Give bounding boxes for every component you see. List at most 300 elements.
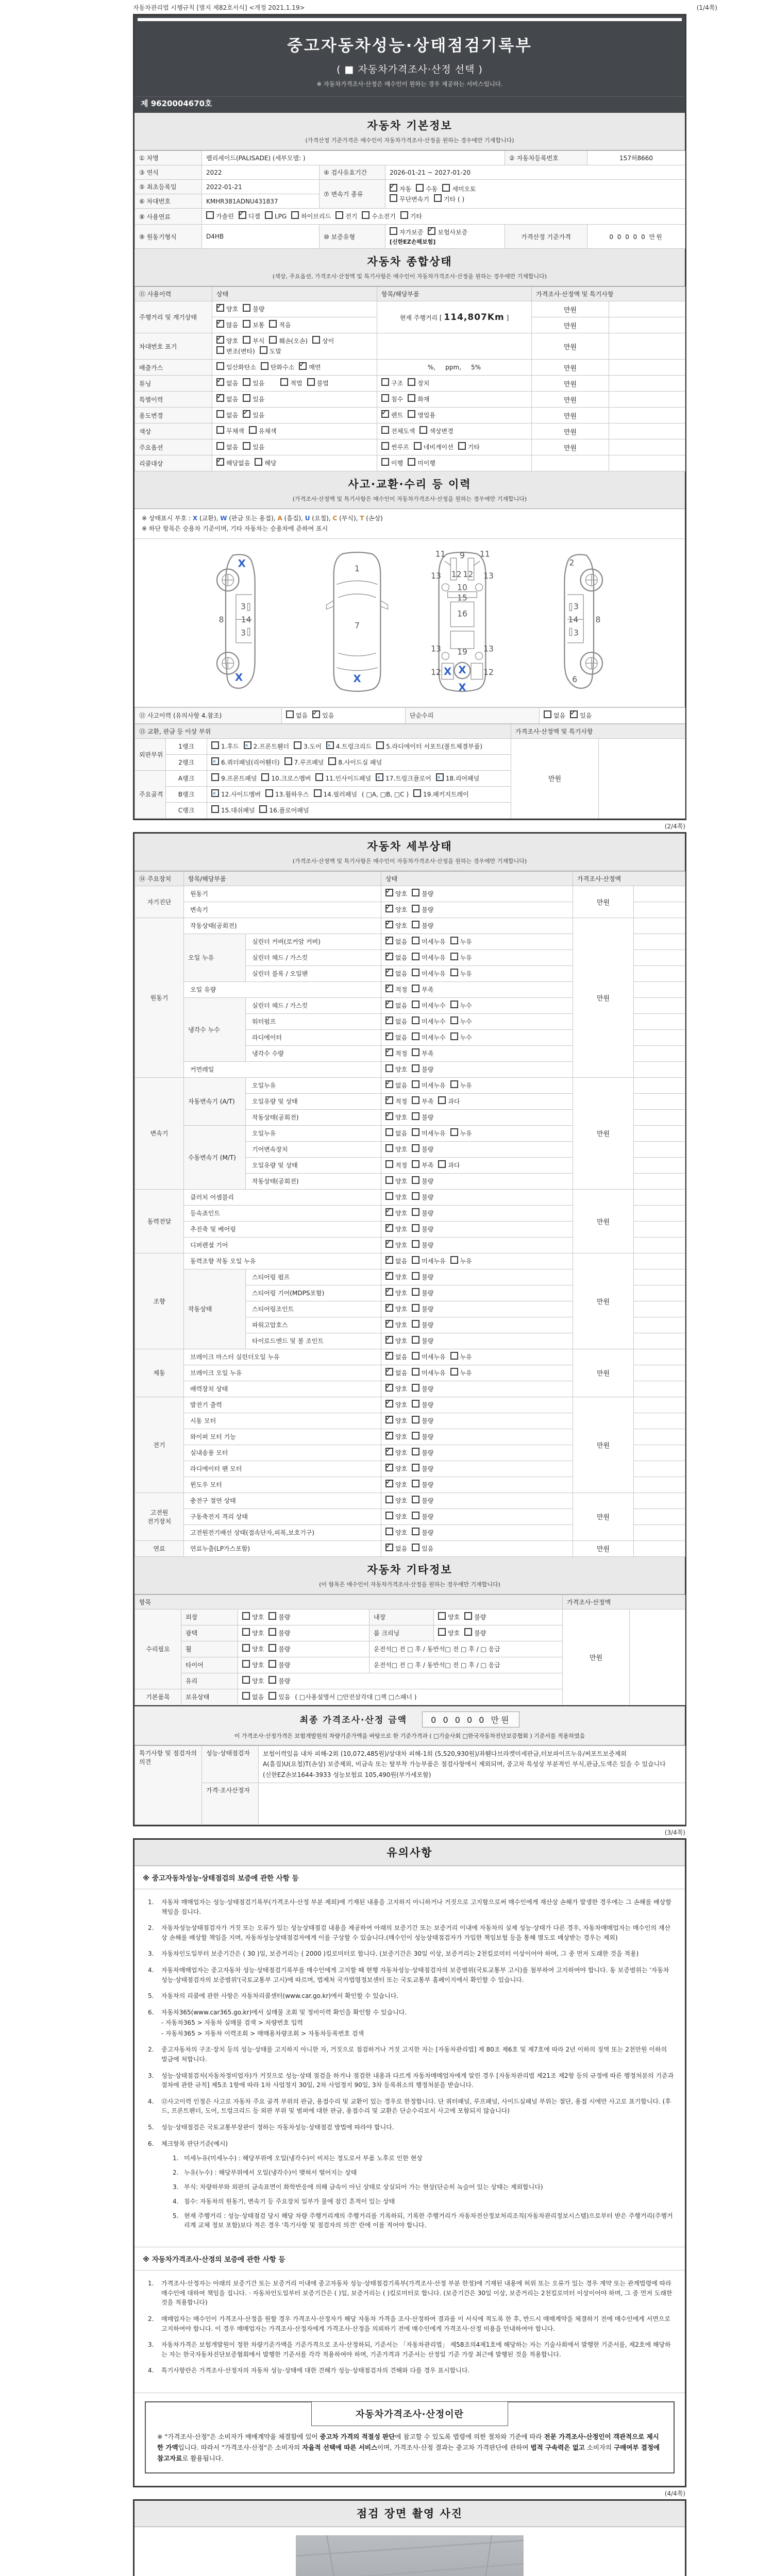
- checkbox[interactable]: [335, 211, 343, 219]
- checkbox[interactable]: [385, 1384, 393, 1392]
- checkbox[interactable]: [385, 1128, 393, 1136]
- checkbox[interactable]: [239, 211, 246, 219]
- checkbox-option[interactable]: [286, 710, 308, 721]
- checkbox[interactable]: [442, 184, 450, 192]
- checkbox[interactable]: [412, 1064, 419, 1072]
- checkbox-option[interactable]: [412, 1176, 433, 1187]
- checkbox[interactable]: [385, 1288, 393, 1296]
- checkbox[interactable]: [412, 1256, 419, 1264]
- checkbox[interactable]: [242, 1692, 250, 1700]
- checkbox[interactable]: [412, 1016, 419, 1024]
- checkbox-option[interactable]: [464, 1612, 486, 1622]
- checkbox-option[interactable]: [268, 1692, 290, 1702]
- checkbox[interactable]: [211, 805, 219, 813]
- checkbox[interactable]: [438, 1612, 446, 1620]
- checkbox[interactable]: [544, 710, 551, 718]
- checkbox[interactable]: [412, 1480, 419, 1487]
- checkbox[interactable]: [216, 378, 224, 386]
- checkbox-option[interactable]: [385, 1080, 407, 1091]
- checkbox-option[interactable]: [385, 1272, 407, 1282]
- checkbox-option[interactable]: [412, 1544, 433, 1554]
- checkbox[interactable]: [286, 710, 294, 718]
- checkbox[interactable]: [428, 227, 435, 235]
- checkbox[interactable]: [408, 458, 415, 466]
- checkbox[interactable]: [244, 741, 251, 749]
- checkbox[interactable]: [385, 1160, 393, 1168]
- checkbox-option[interactable]: [381, 378, 403, 388]
- checkbox-option[interactable]: [211, 757, 280, 768]
- checkbox[interactable]: [385, 1528, 393, 1535]
- checkbox[interactable]: [412, 1272, 419, 1280]
- checkbox-option[interactable]: [385, 1448, 407, 1458]
- checkbox-option[interactable]: [268, 1628, 290, 1638]
- checkbox[interactable]: [385, 985, 393, 992]
- checkbox[interactable]: [261, 773, 269, 781]
- checkbox[interactable]: [385, 1048, 393, 1056]
- checkbox-option[interactable]: [385, 905, 407, 915]
- checkbox-option[interactable]: [216, 426, 244, 436]
- checkbox-option[interactable]: [442, 184, 476, 194]
- checkbox[interactable]: [315, 773, 323, 781]
- checkbox-option[interactable]: [412, 1240, 433, 1250]
- checkbox-option[interactable]: [385, 1112, 407, 1123]
- checkbox-option[interactable]: [381, 394, 403, 404]
- checkbox-option[interactable]: [428, 227, 467, 238]
- checkbox-option[interactable]: [312, 336, 334, 346]
- checkbox[interactable]: [243, 394, 250, 402]
- checkbox-option[interactable]: [211, 789, 261, 800]
- checkbox[interactable]: [412, 1160, 419, 1168]
- checkbox[interactable]: [243, 442, 250, 450]
- checkbox-option[interactable]: [458, 442, 480, 452]
- checkbox[interactable]: [412, 1384, 419, 1392]
- checkbox-option[interactable]: [450, 1001, 472, 1011]
- checkbox-option[interactable]: [242, 1644, 264, 1654]
- checkbox[interactable]: [412, 1368, 419, 1376]
- checkbox-option[interactable]: [450, 1256, 472, 1266]
- checkbox-option[interactable]: [216, 346, 255, 357]
- checkbox[interactable]: [385, 889, 393, 896]
- checkbox-option[interactable]: [299, 362, 321, 372]
- checkbox[interactable]: [362, 211, 369, 219]
- checkbox-option[interactable]: [412, 1032, 445, 1043]
- checkbox[interactable]: [243, 304, 250, 312]
- checkbox-option[interactable]: [385, 1416, 407, 1426]
- checkbox[interactable]: [242, 1644, 250, 1652]
- checkbox[interactable]: [385, 1032, 393, 1040]
- checkbox[interactable]: [385, 1240, 393, 1248]
- checkbox[interactable]: [284, 757, 292, 765]
- checkbox[interactable]: [385, 1176, 393, 1184]
- checkbox-option[interactable]: [414, 442, 453, 452]
- checkbox-option[interactable]: [243, 336, 264, 346]
- checkbox-option[interactable]: [243, 394, 264, 404]
- checkbox-option[interactable]: [211, 741, 239, 752]
- checkbox-option[interactable]: [412, 1064, 433, 1075]
- checkbox[interactable]: [450, 1128, 458, 1136]
- checkbox[interactable]: [249, 426, 257, 434]
- checkbox[interactable]: [269, 336, 277, 344]
- checkbox-option[interactable]: [385, 1336, 407, 1346]
- checkbox-option[interactable]: [242, 1628, 264, 1638]
- checkbox[interactable]: [450, 1032, 458, 1040]
- checkbox-option[interactable]: [385, 1480, 407, 1490]
- checkbox-option[interactable]: [464, 1628, 486, 1638]
- checkbox-option[interactable]: [265, 211, 287, 222]
- checkbox-option[interactable]: [294, 741, 322, 752]
- checkbox[interactable]: [412, 1080, 419, 1088]
- checkbox-option[interactable]: [335, 211, 357, 222]
- checkbox-option[interactable]: [438, 1096, 460, 1107]
- checkbox-option[interactable]: [211, 773, 257, 784]
- checkbox-option[interactable]: [216, 336, 238, 346]
- checkbox-option[interactable]: [385, 1352, 407, 1362]
- checkbox-option[interactable]: [412, 1080, 445, 1091]
- checkbox-option[interactable]: [412, 985, 433, 995]
- checkbox-option[interactable]: [385, 1240, 407, 1250]
- checkbox-option[interactable]: [412, 969, 445, 979]
- checkbox-option[interactable]: [450, 1352, 472, 1362]
- checkbox-option[interactable]: [216, 442, 238, 452]
- checkbox[interactable]: [412, 1192, 419, 1200]
- checkbox[interactable]: [381, 378, 389, 386]
- checkbox[interactable]: [206, 211, 214, 219]
- checkbox[interactable]: [450, 1080, 458, 1088]
- checkbox[interactable]: [438, 1628, 446, 1636]
- checkbox[interactable]: [242, 1676, 250, 1684]
- checkbox-option[interactable]: [314, 789, 357, 800]
- checkbox-option[interactable]: [216, 410, 238, 420]
- checkbox[interactable]: [412, 1112, 419, 1120]
- checkbox-option[interactable]: [239, 211, 260, 222]
- checkbox-option[interactable]: [385, 1528, 407, 1538]
- checkbox-option[interactable]: [385, 1384, 407, 1394]
- checkbox-option[interactable]: [412, 1480, 433, 1490]
- checkbox-option[interactable]: [362, 211, 395, 222]
- checkbox-option[interactable]: [243, 442, 264, 452]
- checkbox[interactable]: [265, 789, 273, 797]
- checkbox[interactable]: [291, 211, 299, 219]
- checkbox-option[interactable]: [268, 1612, 290, 1622]
- checkbox-option[interactable]: [412, 1464, 433, 1474]
- checkbox-option[interactable]: [412, 1352, 445, 1362]
- checkbox[interactable]: [381, 394, 389, 402]
- checkbox[interactable]: [242, 1612, 250, 1620]
- checkbox-option[interactable]: [450, 953, 472, 963]
- checkbox[interactable]: [376, 741, 384, 749]
- checkbox[interactable]: [412, 1416, 419, 1423]
- checkbox[interactable]: [243, 410, 250, 418]
- checkbox-option[interactable]: [408, 378, 429, 388]
- checkbox-option[interactable]: [390, 184, 411, 194]
- checkbox[interactable]: [412, 1448, 419, 1455]
- checkbox[interactable]: [385, 1016, 393, 1024]
- checkbox[interactable]: [268, 1644, 276, 1652]
- checkbox[interactable]: [385, 1192, 393, 1200]
- checkbox[interactable]: [413, 789, 421, 797]
- checkbox-option[interactable]: [385, 1048, 407, 1059]
- checkbox-option[interactable]: [268, 1660, 290, 1670]
- checkbox[interactable]: [412, 937, 419, 944]
- checkbox[interactable]: [385, 1336, 393, 1344]
- checkbox[interactable]: [294, 741, 301, 749]
- checkbox-option[interactable]: [412, 1384, 433, 1394]
- checkbox[interactable]: [412, 1032, 419, 1040]
- checkbox-option[interactable]: [328, 757, 382, 768]
- checkbox-option[interactable]: [216, 394, 238, 404]
- checkbox-option[interactable]: [249, 426, 277, 436]
- checkbox[interactable]: [385, 1352, 393, 1360]
- checkbox-option[interactable]: [390, 227, 423, 238]
- checkbox-option[interactable]: [269, 336, 308, 346]
- checkbox-option[interactable]: [412, 1368, 445, 1378]
- checkbox-option[interactable]: [413, 789, 469, 800]
- checkbox-option[interactable]: [312, 710, 334, 721]
- checkbox-option[interactable]: [412, 1208, 433, 1218]
- checkbox-option[interactable]: [381, 410, 403, 420]
- checkbox[interactable]: [268, 1692, 276, 1700]
- checkbox[interactable]: [450, 969, 458, 976]
- checkbox-option[interactable]: [385, 1144, 407, 1155]
- checkbox[interactable]: [385, 1464, 393, 1471]
- checkbox[interactable]: [438, 1096, 446, 1104]
- checkbox-option[interactable]: [385, 1320, 407, 1330]
- checkbox[interactable]: [570, 710, 578, 718]
- checkbox-option[interactable]: [243, 378, 264, 388]
- checkbox[interactable]: [464, 1628, 472, 1636]
- checkbox-option[interactable]: [412, 937, 445, 947]
- checkbox-option[interactable]: [385, 953, 407, 963]
- checkbox-option[interactable]: [416, 184, 438, 194]
- checkbox[interactable]: [216, 304, 224, 312]
- checkbox[interactable]: [412, 921, 419, 928]
- checkbox[interactable]: [381, 426, 389, 434]
- checkbox-option[interactable]: [385, 1001, 407, 1011]
- checkbox-option[interactable]: [385, 969, 407, 979]
- checkbox-option[interactable]: [408, 410, 435, 420]
- checkbox[interactable]: [216, 320, 224, 328]
- checkbox-option[interactable]: [412, 1288, 433, 1298]
- checkbox[interactable]: [385, 1096, 393, 1104]
- checkbox-option[interactable]: [412, 1512, 433, 1522]
- checkbox[interactable]: [434, 194, 442, 202]
- checkbox-option[interactable]: [412, 905, 433, 915]
- checkbox[interactable]: [412, 1128, 419, 1136]
- checkbox-option[interactable]: [385, 889, 407, 899]
- checkbox[interactable]: [385, 1448, 393, 1455]
- checkbox[interactable]: [381, 442, 389, 450]
- checkbox[interactable]: [416, 184, 424, 192]
- checkbox[interactable]: [458, 442, 466, 450]
- checkbox-option[interactable]: [450, 1080, 472, 1091]
- checkbox[interactable]: [412, 1432, 419, 1439]
- checkbox-option[interactable]: [255, 458, 276, 468]
- checkbox[interactable]: [259, 805, 267, 813]
- checkbox-option[interactable]: [385, 1464, 407, 1474]
- checkbox-option[interactable]: [385, 1208, 407, 1218]
- checkbox-option[interactable]: [436, 773, 479, 784]
- checkbox[interactable]: [412, 1544, 419, 1551]
- checkbox[interactable]: [385, 1400, 393, 1408]
- checkbox-option[interactable]: [412, 1256, 445, 1266]
- checkbox[interactable]: [385, 1544, 393, 1551]
- checkbox[interactable]: [243, 320, 250, 328]
- checkbox[interactable]: [385, 1001, 393, 1008]
- checkbox-option[interactable]: [412, 1272, 433, 1282]
- checkbox[interactable]: [408, 378, 415, 386]
- checkbox-option[interactable]: [450, 1032, 472, 1043]
- checkbox-option[interactable]: [385, 937, 407, 947]
- checkbox[interactable]: [385, 921, 393, 928]
- checkbox[interactable]: [390, 227, 397, 235]
- checkbox[interactable]: [408, 410, 415, 418]
- checkbox-option[interactable]: [242, 1676, 264, 1686]
- checkbox-option[interactable]: [412, 1496, 433, 1506]
- checkbox[interactable]: [216, 336, 224, 344]
- checkbox-option[interactable]: [434, 194, 464, 205]
- checkbox-option[interactable]: [376, 741, 482, 752]
- checkbox-option[interactable]: [412, 1001, 445, 1011]
- checkbox[interactable]: [268, 1612, 276, 1620]
- checkbox[interactable]: [414, 442, 422, 450]
- checkbox[interactable]: [385, 1512, 393, 1519]
- checkbox-option[interactable]: [544, 710, 565, 721]
- checkbox[interactable]: [412, 1288, 419, 1296]
- checkbox-option[interactable]: [385, 985, 407, 995]
- checkbox-option[interactable]: [385, 1400, 407, 1410]
- checkbox-option[interactable]: [412, 1320, 433, 1330]
- checkbox-option[interactable]: [243, 320, 264, 330]
- checkbox[interactable]: [216, 394, 224, 402]
- checkbox-option[interactable]: [385, 1064, 407, 1075]
- checkbox-option[interactable]: [412, 1416, 433, 1426]
- checkbox-option[interactable]: [385, 1176, 407, 1187]
- checkbox-option[interactable]: [280, 378, 302, 388]
- checkbox[interactable]: [242, 1628, 250, 1636]
- checkbox[interactable]: [385, 1144, 393, 1152]
- checkbox-option[interactable]: [412, 1400, 433, 1410]
- checkbox[interactable]: [385, 1272, 393, 1280]
- checkbox[interactable]: [268, 1660, 276, 1668]
- checkbox-option[interactable]: [307, 378, 329, 388]
- checkbox-option[interactable]: [412, 1128, 445, 1139]
- checkbox-option[interactable]: [315, 773, 371, 784]
- checkbox[interactable]: [307, 378, 315, 386]
- checkbox-option[interactable]: [260, 346, 281, 357]
- checkbox[interactable]: [381, 458, 389, 466]
- checkbox-option[interactable]: [412, 1016, 445, 1027]
- checkbox[interactable]: [412, 953, 419, 960]
- checkbox-option[interactable]: [243, 304, 264, 314]
- checkbox[interactable]: [412, 985, 419, 992]
- checkbox-option[interactable]: [385, 1224, 407, 1234]
- checkbox-option[interactable]: [450, 969, 472, 979]
- checkbox[interactable]: [450, 953, 458, 960]
- checkbox[interactable]: [385, 1208, 393, 1216]
- checkbox-option[interactable]: [216, 320, 238, 330]
- checkbox[interactable]: [385, 953, 393, 960]
- checkbox-option[interactable]: [450, 1016, 472, 1027]
- checkbox[interactable]: [314, 789, 322, 797]
- checkbox-option[interactable]: [385, 1288, 407, 1298]
- checkbox[interactable]: [412, 1304, 419, 1312]
- checkbox-option[interactable]: [412, 1528, 433, 1538]
- checkbox[interactable]: [385, 1112, 393, 1120]
- checkbox-option[interactable]: [242, 1692, 264, 1702]
- checkbox[interactable]: [412, 1464, 419, 1471]
- checkbox-option[interactable]: [412, 1192, 433, 1202]
- checkbox-option[interactable]: [216, 458, 250, 468]
- checkbox-option[interactable]: [438, 1160, 460, 1171]
- checkbox[interactable]: [408, 394, 415, 402]
- checkbox-option[interactable]: [385, 1304, 407, 1314]
- checkbox[interactable]: [450, 1352, 458, 1360]
- checkbox-option[interactable]: [385, 1496, 407, 1506]
- checkbox-option[interactable]: [243, 410, 264, 420]
- checkbox[interactable]: [412, 969, 419, 976]
- checkbox-option[interactable]: [326, 741, 372, 752]
- checkbox[interactable]: [312, 336, 320, 344]
- checkbox-option[interactable]: [216, 304, 238, 314]
- checkbox[interactable]: [412, 1512, 419, 1519]
- checkbox[interactable]: [385, 1368, 393, 1376]
- checkbox-option[interactable]: [284, 757, 324, 768]
- checkbox-option[interactable]: [412, 1448, 433, 1458]
- checkbox[interactable]: [419, 426, 427, 434]
- checkbox-option[interactable]: [438, 1628, 460, 1638]
- checkbox-option[interactable]: [419, 426, 453, 436]
- checkbox-option[interactable]: [408, 394, 429, 404]
- checkbox-option[interactable]: [259, 805, 309, 816]
- checkbox[interactable]: [390, 184, 397, 192]
- checkbox[interactable]: [385, 1480, 393, 1487]
- checkbox[interactable]: [211, 757, 219, 765]
- checkbox[interactable]: [450, 1001, 458, 1008]
- checkbox-option[interactable]: [385, 1368, 407, 1378]
- checkbox[interactable]: [438, 1160, 446, 1168]
- checkbox[interactable]: [255, 458, 262, 466]
- checkbox-option[interactable]: [570, 710, 592, 721]
- checkbox[interactable]: [412, 1224, 419, 1232]
- checkbox[interactable]: [385, 1304, 393, 1312]
- checkbox[interactable]: [216, 458, 224, 466]
- checkbox[interactable]: [280, 378, 288, 386]
- checkbox[interactable]: [211, 789, 219, 797]
- checkbox-option[interactable]: [261, 773, 311, 784]
- checkbox-option[interactable]: [450, 1368, 472, 1378]
- checkbox[interactable]: [243, 336, 250, 344]
- checkbox-option[interactable]: [412, 921, 433, 931]
- checkbox-option[interactable]: [268, 1676, 290, 1686]
- checkbox-option[interactable]: [390, 194, 429, 205]
- checkbox[interactable]: [436, 773, 444, 781]
- checkbox-option[interactable]: [216, 362, 256, 372]
- checkbox[interactable]: [216, 410, 224, 418]
- checkbox[interactable]: [412, 1144, 419, 1152]
- checkbox[interactable]: [268, 1676, 276, 1684]
- checkbox[interactable]: [450, 1368, 458, 1376]
- checkbox[interactable]: [390, 194, 397, 202]
- checkbox[interactable]: [269, 320, 277, 328]
- checkbox[interactable]: [412, 1320, 419, 1328]
- checkbox-option[interactable]: [412, 1112, 433, 1123]
- checkbox[interactable]: [412, 1176, 419, 1184]
- checkbox[interactable]: [412, 1001, 419, 1008]
- checkbox[interactable]: [412, 1096, 419, 1104]
- checkbox-option[interactable]: [412, 1160, 433, 1171]
- checkbox[interactable]: [412, 1240, 419, 1248]
- checkbox-option[interactable]: [216, 378, 238, 388]
